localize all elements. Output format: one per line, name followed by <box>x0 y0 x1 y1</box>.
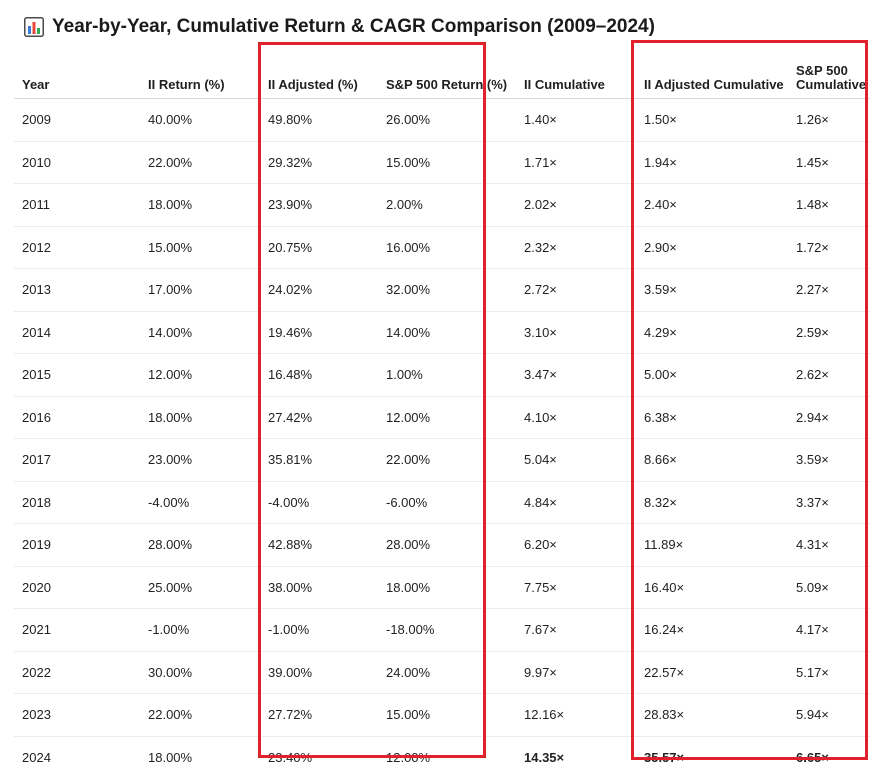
table-cell: 18.00% <box>378 566 516 609</box>
table-cell: 1.50× <box>636 99 788 142</box>
column-header: II Adjusted (%) <box>260 50 378 99</box>
table-cell: 27.72% <box>260 694 378 737</box>
table-cell: 11.89× <box>636 524 788 567</box>
column-header: S&P 500 Return (%) <box>378 50 516 99</box>
table-cell: 14.00% <box>378 311 516 354</box>
table-cell: 12.00% <box>378 736 516 778</box>
table-cell: 4.31× <box>788 524 870 567</box>
table-cell: 26.00% <box>378 99 516 142</box>
table-cell: 19.46% <box>260 311 378 354</box>
table-cell: 23.40% <box>260 736 378 778</box>
table-cell: 12.00% <box>140 354 260 397</box>
table-row <box>14 481 870 524</box>
table-cell: 15.00% <box>140 226 260 269</box>
table-cell: 6.38× <box>636 396 788 439</box>
table-cell: 2.59× <box>788 311 870 354</box>
table-cell: 4.10× <box>516 396 636 439</box>
comparison-table-container <box>14 50 870 778</box>
table-cell: 12.00% <box>378 396 516 439</box>
table-header <box>14 50 870 99</box>
table-cell: 7.75× <box>516 566 636 609</box>
bar-chart-icon-bar-2 <box>33 22 36 34</box>
table-cell: 2012 <box>14 226 140 269</box>
table-cell: 2021 <box>14 609 140 652</box>
table-row <box>14 269 870 312</box>
table-cell: 39.00% <box>260 651 378 694</box>
table-body <box>14 99 870 778</box>
table-cell: 2.27× <box>788 269 870 312</box>
column-header: II Adjusted Cumulative <box>636 50 788 99</box>
table-cell: 30.00% <box>140 651 260 694</box>
table-cell: 2009 <box>14 99 140 142</box>
table-cell: 2015 <box>14 354 140 397</box>
bar-chart-icon <box>24 17 44 37</box>
table-cell: 16.48% <box>260 354 378 397</box>
table-cell: 3.59× <box>788 439 870 482</box>
table-cell: 14.35× <box>516 736 636 778</box>
table-cell: 40.00% <box>140 99 260 142</box>
table-cell: 28.00% <box>378 524 516 567</box>
table-cell: 2.90× <box>636 226 788 269</box>
table-row <box>14 439 870 482</box>
table-row <box>14 609 870 652</box>
table-cell: 4.84× <box>516 481 636 524</box>
table-cell: 29.32% <box>260 141 378 184</box>
table-cell: 3.59× <box>636 269 788 312</box>
table-cell: 5.94× <box>788 694 870 737</box>
table-cell: -1.00% <box>260 609 378 652</box>
table-row <box>14 651 870 694</box>
table-cell: 28.83× <box>636 694 788 737</box>
table-cell: 2024 <box>14 736 140 778</box>
table-cell: -18.00% <box>378 609 516 652</box>
table-cell: 17.00% <box>140 269 260 312</box>
table-cell: 1.26× <box>788 99 870 142</box>
table-cell: 1.40× <box>516 99 636 142</box>
table-cell: 35.81% <box>260 439 378 482</box>
table-cell: 4.29× <box>636 311 788 354</box>
table-row <box>14 141 870 184</box>
table-cell: 2.72× <box>516 269 636 312</box>
table-cell: 24.02% <box>260 269 378 312</box>
table-cell: 2017 <box>14 439 140 482</box>
table-cell: -6.00% <box>378 481 516 524</box>
comparison-table <box>14 50 870 778</box>
table-row <box>14 311 870 354</box>
header-row <box>14 50 870 99</box>
table-cell: -4.00% <box>140 481 260 524</box>
table-cell: 2.00% <box>378 184 516 227</box>
table-cell: 8.32× <box>636 481 788 524</box>
table-cell: 24.00% <box>378 651 516 694</box>
table-cell: 6.20× <box>516 524 636 567</box>
table-cell: 23.90% <box>260 184 378 227</box>
table-cell: 22.00% <box>140 694 260 737</box>
table-cell: 9.97× <box>516 651 636 694</box>
table-cell: 6.65× <box>788 736 870 778</box>
table-row <box>14 184 870 227</box>
table-cell: 15.00% <box>378 694 516 737</box>
table-cell: -1.00% <box>140 609 260 652</box>
table-cell: 16.40× <box>636 566 788 609</box>
table-cell: 1.00% <box>378 354 516 397</box>
table-cell: 5.17× <box>788 651 870 694</box>
table-cell: 20.75% <box>260 226 378 269</box>
table-cell: 5.00× <box>636 354 788 397</box>
table-cell: 2.32× <box>516 226 636 269</box>
table-row <box>14 524 870 567</box>
table-cell: 1.94× <box>636 141 788 184</box>
table-cell: 8.66× <box>636 439 788 482</box>
table-cell: 16.24× <box>636 609 788 652</box>
table-cell: 2020 <box>14 566 140 609</box>
table-row <box>14 99 870 142</box>
table-cell: 18.00% <box>140 184 260 227</box>
table-cell: 4.17× <box>788 609 870 652</box>
table-cell: 5.04× <box>516 439 636 482</box>
table-cell: 49.80% <box>260 99 378 142</box>
table-cell: 32.00% <box>378 269 516 312</box>
table-cell: 3.37× <box>788 481 870 524</box>
table-cell: 2013 <box>14 269 140 312</box>
table-cell: 2.62× <box>788 354 870 397</box>
table-cell: 3.47× <box>516 354 636 397</box>
table-row <box>14 396 870 439</box>
table-cell: 35.57× <box>636 736 788 778</box>
table-cell: 22.57× <box>636 651 788 694</box>
table-cell: 16.00% <box>378 226 516 269</box>
table-cell: 25.00% <box>140 566 260 609</box>
table-cell: 28.00% <box>140 524 260 567</box>
bar-chart-icon-bar-3 <box>37 28 40 34</box>
table-cell: 2019 <box>14 524 140 567</box>
table-cell: 22.00% <box>140 141 260 184</box>
title-row <box>24 12 655 42</box>
table-cell: 18.00% <box>140 396 260 439</box>
table-cell: 2016 <box>14 396 140 439</box>
table-row <box>14 694 870 737</box>
table-cell: 27.42% <box>260 396 378 439</box>
table-cell: 1.72× <box>788 226 870 269</box>
table-cell: 18.00% <box>140 736 260 778</box>
column-header: II Return (%) <box>140 50 260 99</box>
table-cell: 2.40× <box>636 184 788 227</box>
table-row <box>14 736 870 778</box>
table-cell: 2014 <box>14 311 140 354</box>
column-header: S&P 500 Cumulative <box>788 50 870 99</box>
column-header: II Cumulative <box>516 50 636 99</box>
table-cell: 7.67× <box>516 609 636 652</box>
table-row <box>14 226 870 269</box>
bar-chart-icon-bar-1 <box>28 26 31 34</box>
table-cell: 5.09× <box>788 566 870 609</box>
table-cell: 2.94× <box>788 396 870 439</box>
page-title: Year-by-Year, Cumulative Return & CAGR Comparison (2009–2024) <box>52 16 655 38</box>
table-cell: 2011 <box>14 184 140 227</box>
table-cell: 15.00% <box>378 141 516 184</box>
table-cell: 1.48× <box>788 184 870 227</box>
table-cell: 2010 <box>14 141 140 184</box>
table-cell: 2.02× <box>516 184 636 227</box>
table-row <box>14 354 870 397</box>
table-cell: 1.71× <box>516 141 636 184</box>
table-cell: 23.00% <box>140 439 260 482</box>
table-row <box>14 566 870 609</box>
table-cell: 42.88% <box>260 524 378 567</box>
table-cell: 2022 <box>14 651 140 694</box>
table-cell: 3.10× <box>516 311 636 354</box>
table-cell: -4.00% <box>260 481 378 524</box>
table-cell: 1.45× <box>788 141 870 184</box>
column-header: Year <box>14 50 140 99</box>
table-cell: 14.00% <box>140 311 260 354</box>
table-cell: 2018 <box>14 481 140 524</box>
table-cell: 38.00% <box>260 566 378 609</box>
table-cell: 22.00% <box>378 439 516 482</box>
table-cell: 2023 <box>14 694 140 737</box>
table-cell: 12.16× <box>516 694 636 737</box>
